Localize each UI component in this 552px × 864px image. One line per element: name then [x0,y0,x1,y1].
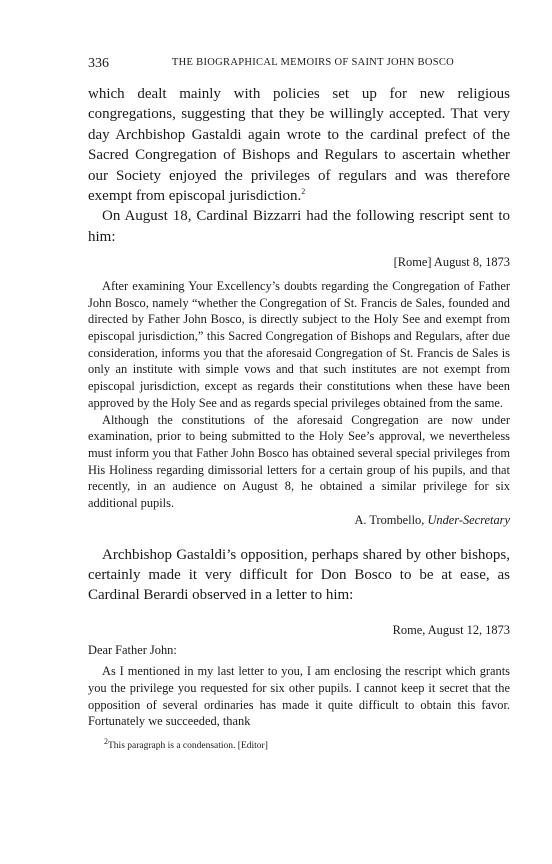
letter-dateline: Rome, August 12, 1873 [392,622,510,637]
letter-paragraph: As I mentioned in my last letter to you, I am enclosing the rescript which grants you the privilege you requested for six other pupils. I cannot keep it secret that the opposition of several ordinaries has made it quite difficult to obtain this favor. Fortunately we succeeded, thank [88,664,510,729]
paragraph [88,84,510,206]
running-title: THE BIOGRAPHICAL MEMOIRS OF SAINT JOHN BOSCO [171,57,455,68]
rescript-quote [88,254,510,528]
paragraph: On August 18, Cardinal Bizzarri had the following rescript sent to him: [88,208,510,245]
rescript-signature [88,512,510,529]
rescript-paragraph: Although the constitutions of the aforesaid Congregation are now under examination, prior to being submitted to the Holy See’s approval, we nevertheless must inform you that Father John Bosco has obtained several special privileges from His Holiness regarding dimissorial letters for a certain group of his pupils, and that recently, in an audience on August 8, he obtained a similar privilege for six additional pupils. [88,412,510,511]
page-number: 336 [88,56,109,71]
rescript-paragraph: After examining Your Excellency’s doubts regarding the Congregation of Father John Bosco, namely “whether the Congregation of St. Francis de Sales, founded and directed by Father John Bosco, is directly subject to the Holy See and exempt from episcopal jurisdiction,” this Sacred Congregation of Bishops and Regulars, after due consideration, informs you that the aforesaid Congregation of St. Francis de Sales is only an institute with simple vows and that such institutes are not exempt from episcopal jurisdiction, except as regards their constitutions when these have been approved by the Holy See and as regards special privileges obtained from the same. [88,278,510,410]
paragraph-text: which dealt mainly with policies set up for new religious congregations, suggesting that they be willingly accepted. That very day Archbishop Gastaldi again wrote to the cardinal prefect of the Sacred Congregation of Bishops and Regulars to ascertain whether our Society enjoyed the privileges of regulars and was therefore exempt from episcopal jurisdiction. [88,86,510,205]
signature-role: Under-Secretary [427,512,510,527]
footnote-text: This paragraph is a condensation. [Editor] [108,740,268,751]
letter-quote [88,622,510,730]
rescript-dateline: [Rome] August 8, 1873 [393,255,510,270]
signature-name: A. Trombello, [354,512,425,527]
body-text [88,84,510,753]
letter-salutation: Dear Father John: [88,643,177,658]
paragraph: Archbishop Gastaldi’s opposition, perhaps shared by other bishops, certainly made it very difficult for Don Bosco to be at ease, as Cardinal Berardi observed in a letter to him: [88,546,510,604]
footnote-marker: 2 [104,736,108,746]
footnote [88,736,510,753]
footnote-ref: 2 [301,187,306,197]
